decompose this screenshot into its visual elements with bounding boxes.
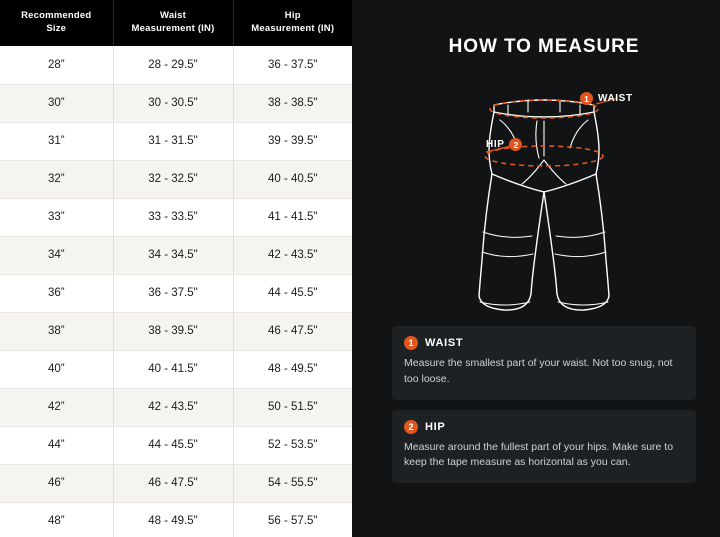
table-row: [0, 312, 352, 350]
tip-text-waist: Measure the smallest part of your waist. Not too snug, not too loose.: [404, 357, 673, 385]
cell-waist: 48 - 49.5": [113, 502, 233, 537]
cell-size: 40”: [0, 350, 113, 388]
table-row: [0, 388, 352, 426]
table-row: [0, 350, 352, 388]
cell-waist: 44 - 45.5": [113, 426, 233, 464]
cell-waist: 34 - 34.5": [113, 236, 233, 274]
cell-hip: 46 - 47.5": [233, 312, 352, 350]
header-line-1: Recommended: [21, 10, 92, 22]
callout-hip: [486, 138, 522, 151]
pants-measurement-diagram: [382, 64, 706, 316]
cell-hip: 50 - 51.5": [233, 388, 352, 426]
cell-size: 42”: [0, 388, 113, 426]
table-header: [0, 0, 352, 46]
cell-waist: 31 - 31.5": [113, 122, 233, 160]
pants-illustration-svg: [382, 64, 706, 316]
cell-waist: 30 - 30.5": [113, 84, 233, 122]
cell-waist: 32 - 32.5": [113, 160, 233, 198]
tip-label-waist: WAIST: [425, 337, 464, 349]
cell-hip: 54 - 55.5": [233, 464, 352, 502]
table-row: [0, 84, 352, 122]
cell-size: 31”: [0, 122, 113, 160]
cell-size: 38”: [0, 312, 113, 350]
header-line-1: Hip: [284, 10, 301, 22]
table-body: [0, 46, 352, 537]
cell-size: 44”: [0, 426, 113, 464]
column-header-hip: [233, 0, 352, 46]
tip-badge-1: 1: [404, 336, 418, 350]
cell-hip: 44 - 45.5": [233, 274, 352, 312]
cell-size: 48”: [0, 502, 113, 537]
header-line-2: Measurement (IN): [251, 23, 335, 34]
tip-card-waist: [392, 326, 696, 400]
cell-hip: 40 - 40.5": [233, 160, 352, 198]
header-line-2: Measurement (IN): [131, 23, 215, 34]
panel-divider: [352, 0, 368, 537]
cell-hip: 56 - 57.5": [268, 515, 318, 528]
table-row: [0, 198, 352, 236]
callout-badge-1: 1: [580, 92, 593, 105]
cell-size: 30”: [0, 84, 113, 122]
table-row: [0, 502, 352, 537]
callout-waist: [580, 92, 633, 105]
column-header-recommended-size: [0, 0, 113, 46]
cell-hip: 42 - 43.5": [233, 236, 352, 274]
table-row: [0, 274, 352, 312]
table-row: [0, 426, 352, 464]
tip-text-hip: Measure around the fullest part of your hips. Make sure to keep the tape measure as horizontal as you can.: [404, 440, 674, 469]
tip-card-hip: [392, 410, 696, 484]
cell-waist: 33 - 33.5": [113, 198, 233, 236]
cell-hip: 36 - 37.5": [233, 46, 352, 84]
cell-hip: 48 - 49.5": [233, 350, 352, 388]
header-line-1: Waist: [160, 10, 186, 22]
cell-hip: 38 - 38.5": [233, 84, 352, 122]
table-header-row: [0, 0, 352, 46]
table-row: [0, 122, 352, 160]
table-row: [0, 464, 352, 502]
header-line-2: Size: [46, 23, 67, 34]
tip-badge-2: 2: [404, 420, 418, 434]
cell-hip: 52 - 53.5": [233, 426, 352, 464]
size-chart-table: [0, 0, 352, 537]
cell-waist: 28 - 29.5": [113, 46, 233, 84]
tip-header: [404, 336, 684, 350]
cell-waist: 38 - 39.5": [113, 312, 233, 350]
table-row: [0, 160, 352, 198]
cell-waist: 36 - 37.5": [113, 274, 233, 312]
cell-size: 33”: [0, 198, 113, 236]
size-table-pane: [0, 0, 352, 537]
callout-badge-2: 2: [509, 138, 522, 151]
cell-size: 36”: [0, 274, 113, 312]
cell-size: 34”: [0, 236, 113, 274]
how-to-measure-title: HOW TO MEASURE: [448, 36, 640, 57]
callout-waist-label: WAIST: [598, 93, 633, 104]
cell-waist: 42 - 43.5": [113, 388, 233, 426]
tip-header: [404, 420, 684, 434]
measure-tips: [392, 326, 696, 493]
tip-label-hip: HIP: [425, 420, 446, 433]
cell-waist: 40 - 41.5": [113, 350, 233, 388]
cell-size: 28”: [0, 46, 113, 84]
how-to-measure-pane: [368, 0, 720, 537]
cell-hip: 41 - 41.5": [233, 198, 352, 236]
table-row: [0, 46, 352, 84]
cell-waist: 46 - 47.5": [113, 464, 233, 502]
column-header-waist: [113, 0, 233, 46]
cell-size: 32”: [0, 160, 113, 198]
cell-size: 46”: [0, 464, 113, 502]
cell-hip: 39 - 39.5": [233, 122, 352, 160]
table-row: [0, 236, 352, 274]
callout-hip-label: HIP: [486, 139, 505, 150]
